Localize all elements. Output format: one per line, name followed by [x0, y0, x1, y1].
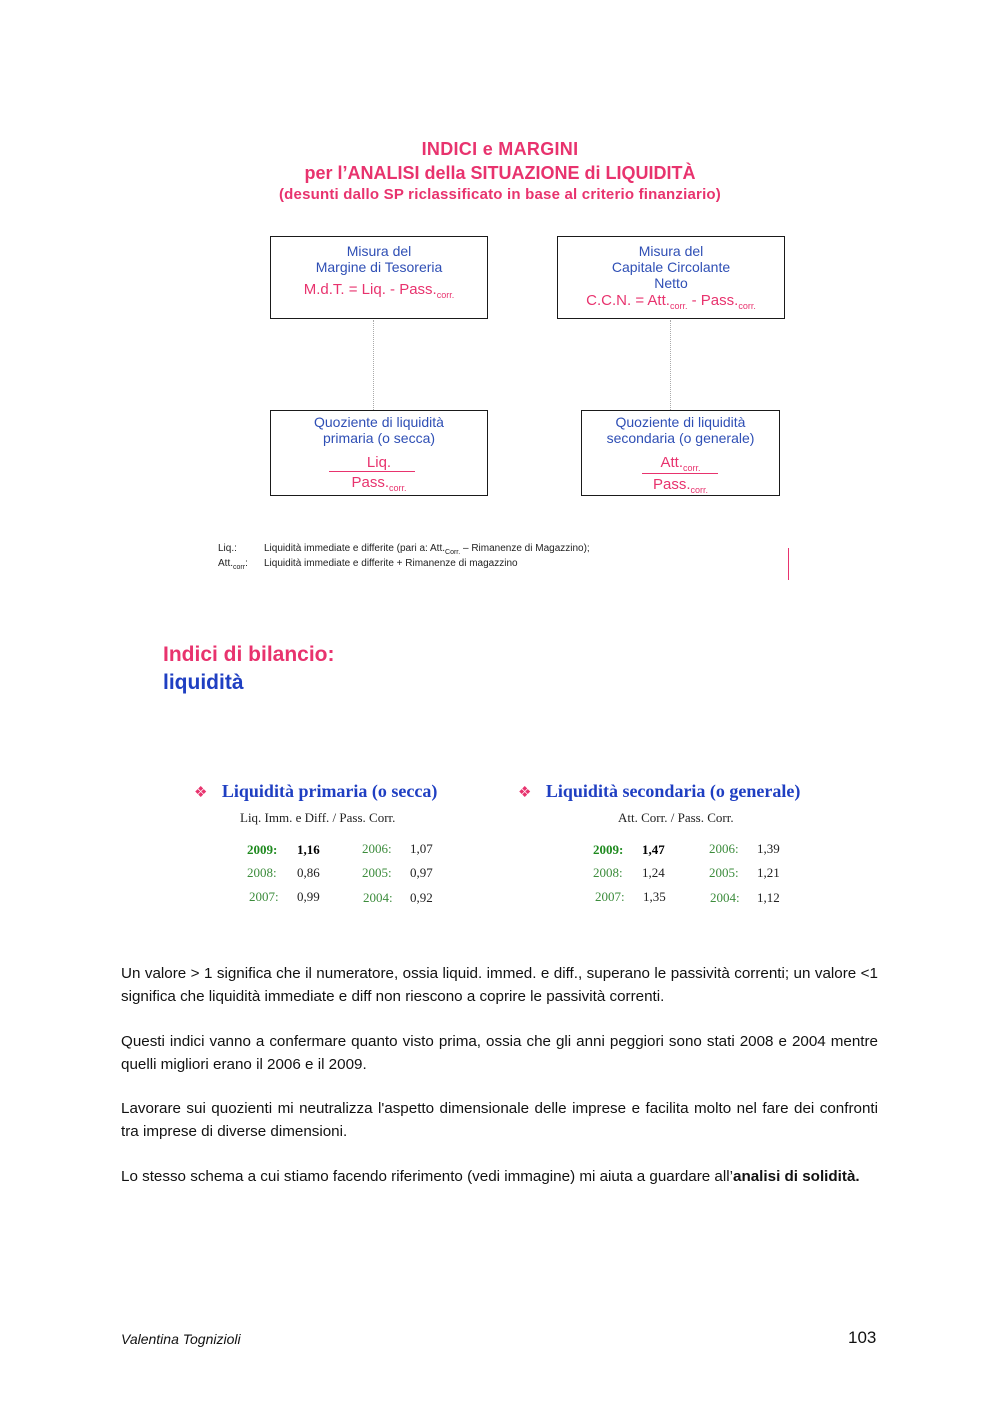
- section-heading: Indici di bilancio:: [163, 643, 335, 666]
- box-label: secondaria (o generale): [606, 430, 755, 446]
- legend-key: $Att._{corr}$:: [218, 558, 248, 571]
- box-label: Capitale Circolante: [611, 259, 731, 275]
- paragraph: Lo stesso schema a cui stiamo facendo riferimento (vedi immagine) mi aiuta a guardare all’analisi di solidità.: [121, 1168, 860, 1185]
- paragraph: Un valore > 1 significa che il numeratore, ossia liquid. immed. e diff., superano le passività correnti; un valore <1 significa che liquidità immediate e diff non riescono a coprire le passività correnti.: [121, 965, 878, 1005]
- box-label: Misura del: [346, 243, 412, 259]
- diagram-caption: (desunti dallo SP riclassificato in base al criterio finanziario): [278, 186, 721, 203]
- section-subheading: liquidità: [163, 671, 244, 694]
- connector-line: [670, 320, 671, 410]
- index-value: 1,12: [757, 890, 780, 905]
- legend-key: Liq.:: [218, 543, 237, 554]
- diagram-title: INDICI e MARGINI: [421, 139, 579, 159]
- index-value: 0,97: [410, 865, 433, 880]
- paragraph: Lavorare sui quozienti mi neutralizza l'aspetto dimensionale delle imprese e facilita molto nel fare dei confronti tra imprese di diverse dimensioni.: [121, 1100, 878, 1140]
- diamond-bullet-icon: ❖: [194, 784, 208, 801]
- fraction-numerator: Liq.: [366, 454, 392, 471]
- divider-mark: [788, 548, 789, 580]
- indice-primaria: [194, 781, 437, 802]
- mdt-formula: M.d.T. = Liq. - $Pass._{corr.}$: [303, 281, 455, 300]
- legend-row-liq: [218, 543, 590, 556]
- diagram-subtitle: per l’ANALISI della SITUAZIONE di LIQUIDITÀ: [304, 163, 696, 183]
- fraction-numerator: $Att._{corr.}$: [660, 454, 701, 473]
- box-capitale-circolante-netto: [557, 236, 785, 319]
- legend-row-att: [218, 558, 518, 571]
- year-label: 2009:: [593, 842, 624, 857]
- index-value: 1,35: [643, 889, 666, 904]
- fraction-bar: [642, 473, 718, 474]
- indice-formula: Liq. Imm. e Diff. / Pass. Corr.: [240, 810, 396, 825]
- footer-author: Valentina Tognizioli: [121, 1331, 241, 1347]
- box-label: Netto: [654, 275, 688, 291]
- indice-formula: Att. Corr. / Pass. Corr.: [618, 810, 734, 825]
- index-value: 0,92: [410, 890, 433, 905]
- year-label: 2008:: [247, 865, 277, 880]
- box-margine-tesoreria: [270, 236, 488, 319]
- year-label: 2004:: [363, 890, 393, 905]
- box-label: Margine di Tesoreria: [315, 259, 443, 275]
- legend-text: Liquidità immediate e differite (pari a: $Att._{Corr.}$ – Rimanenze di Magazzino);: [264, 543, 590, 556]
- legend-text: Liquidità immediate e differite + Rimanenze di magazzino: [264, 558, 518, 569]
- box-label: Quoziente di liquidità: [615, 414, 746, 430]
- year-label: 2005:: [709, 865, 739, 880]
- year-label: 2004:: [710, 890, 740, 905]
- year-label: 2008:: [593, 865, 623, 880]
- year-label: 2006:: [709, 841, 739, 856]
- index-value: 1,21: [757, 865, 780, 880]
- year-label: 2006:: [362, 841, 392, 856]
- box-quoziente-secondaria: [581, 410, 780, 496]
- index-value: 1,39: [757, 841, 780, 856]
- year-label: 2009:: [247, 842, 278, 857]
- index-value: 0,99: [297, 889, 320, 904]
- diamond-bullet-icon: ❖: [518, 784, 532, 801]
- index-value: 0,86: [297, 865, 320, 880]
- index-value: 1,47: [642, 842, 665, 857]
- indice-secondaria: [518, 781, 800, 802]
- index-value: 1,16: [297, 842, 320, 857]
- box-quoziente-primaria: [270, 410, 488, 496]
- box-label: Misura del: [638, 243, 704, 259]
- fraction-bar: [329, 471, 415, 472]
- connector-line: [373, 320, 374, 410]
- index-value: 1,07: [410, 841, 433, 856]
- year-label: 2005:: [362, 865, 392, 880]
- indice-title: Liquidità primaria (o secca): [221, 781, 438, 801]
- fraction-denominator: $Pass._{corr.}$: [351, 474, 407, 493]
- box-label: Quoziente di liquidità: [314, 414, 444, 430]
- year-label: 2007:: [595, 889, 625, 904]
- fraction-denominator: $Pass._{corr.}$: [652, 476, 709, 495]
- box-label: primaria (o secca): [322, 430, 436, 446]
- page-number: 103: [848, 1328, 877, 1347]
- index-value: 1,24: [642, 865, 665, 880]
- indice-title: Liquidità secondaria (o generale): [545, 781, 801, 801]
- paragraph: Questi indici vanno a confermare quanto visto prima, ossia che gli anni peggiori sono stati 2008 e 2004 mentre quelli migliori erano il 2006 e il 2009.: [121, 1033, 878, 1073]
- ccn-formula: C.C.N. = $Att._{corr.}$ - $Pass._{corr.}$: [586, 292, 756, 311]
- year-label: 2007:: [249, 889, 279, 904]
